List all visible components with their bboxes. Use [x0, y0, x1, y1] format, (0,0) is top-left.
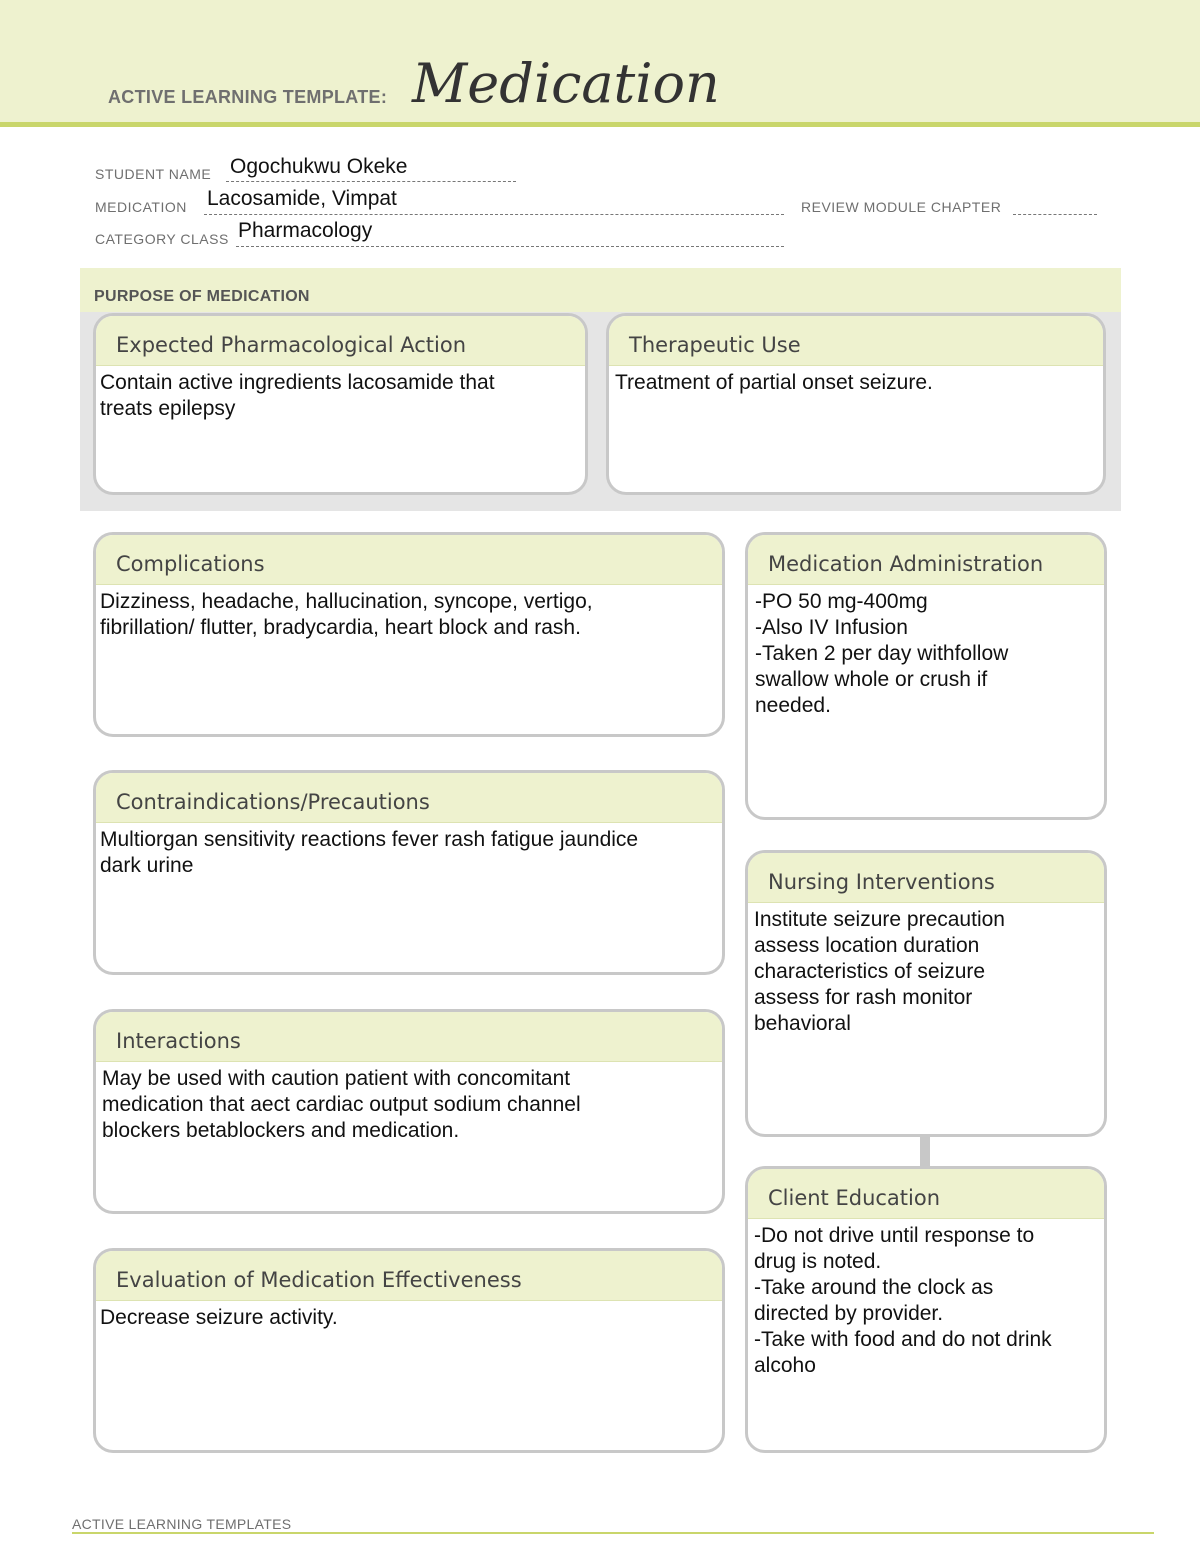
review-module-label: REVIEW MODULE CHAPTER [801, 199, 1002, 215]
purpose-title: PURPOSE OF MEDICATION [94, 288, 310, 305]
box-connector [920, 1137, 930, 1166]
medication-line [204, 214, 784, 215]
medication-field[interactable]: Lacosamide, Vimpat [207, 187, 397, 210]
contraindications-box[interactable] [93, 770, 725, 975]
nursing-interventions-box[interactable] [745, 850, 1107, 1137]
interactions-text: May be used with caution patient with concomitant medication that aect cardiac output sodium channel blockers betablockers and medication. [102, 1067, 581, 1142]
complications-box[interactable] [93, 532, 725, 737]
interactions-box[interactable] [93, 1009, 725, 1214]
client-education-text: -Do not drive until response to drug is noted. -Take around the clock as directed by provider. -Take with food and do not drink alcoho [754, 1224, 1052, 1377]
expected-action-text: Contain active ingredients lacosamide that treats epilepsy [100, 371, 495, 420]
footer-rule [72, 1532, 1154, 1534]
evaluation-text: Decrease seizure activity. [100, 1306, 338, 1329]
page-title: Medication [412, 52, 720, 115]
expected-action-heading: Expected Pharmacological Action [96, 316, 585, 366]
therapeutic-use-text: Treatment of partial onset seizure. [615, 371, 933, 394]
medication-label: MEDICATION [95, 199, 187, 215]
evaluation-heading: Evaluation of Medication Effectiveness [96, 1251, 722, 1301]
student-name-line [226, 181, 516, 182]
header-rule [0, 122, 1200, 127]
interactions-heading: Interactions [96, 1012, 722, 1062]
medication-administration-box[interactable] [745, 532, 1107, 820]
complications-text: Dizziness, headache, hallucination, syncope, vertigo, fibrillation/ flutter, bradycardia, heart block and rash. [100, 590, 593, 639]
complications-heading: Complications [96, 535, 722, 585]
category-class-field[interactable]: Pharmacology [238, 219, 373, 242]
student-name-label: STUDENT NAME [95, 166, 212, 182]
client-education-box[interactable] [745, 1166, 1107, 1453]
contraindications-text: Multiorgan sensitivity reactions fever rash fatigue jaundice dark urine [100, 828, 639, 877]
template-label: ACTIVE LEARNING TEMPLATE: [108, 87, 388, 107]
expected-action-box[interactable] [93, 313, 588, 495]
footer-label: ACTIVE LEARNING TEMPLATES [72, 1516, 292, 1532]
contraindications-heading: Contraindications/Precautions [96, 773, 722, 823]
client-education-heading: Client Education [748, 1169, 1104, 1219]
evaluation-box[interactable] [93, 1248, 725, 1453]
medication-administration-text: -PO 50 mg-400mg -Also IV Infusion -Taken 2 per day withfollow swallow whole or crush if needed. [755, 590, 1009, 717]
category-class-line [236, 246, 784, 247]
therapeutic-use-box[interactable] [606, 313, 1106, 495]
nursing-interventions-text: Institute seizure precaution assess location duration characteristics of seizure assess for rash monitor behavioral [754, 908, 1005, 1035]
student-name-field[interactable]: Ogochukwu Okeke [230, 155, 408, 178]
therapeutic-use-heading: Therapeutic Use [609, 316, 1103, 366]
medication-administration-heading: Medication Administration [748, 535, 1104, 585]
review-module-field[interactable] [1013, 214, 1097, 215]
category-class-label: CATEGORY CLASS [95, 231, 229, 247]
nursing-interventions-heading: Nursing Interventions [748, 853, 1104, 903]
